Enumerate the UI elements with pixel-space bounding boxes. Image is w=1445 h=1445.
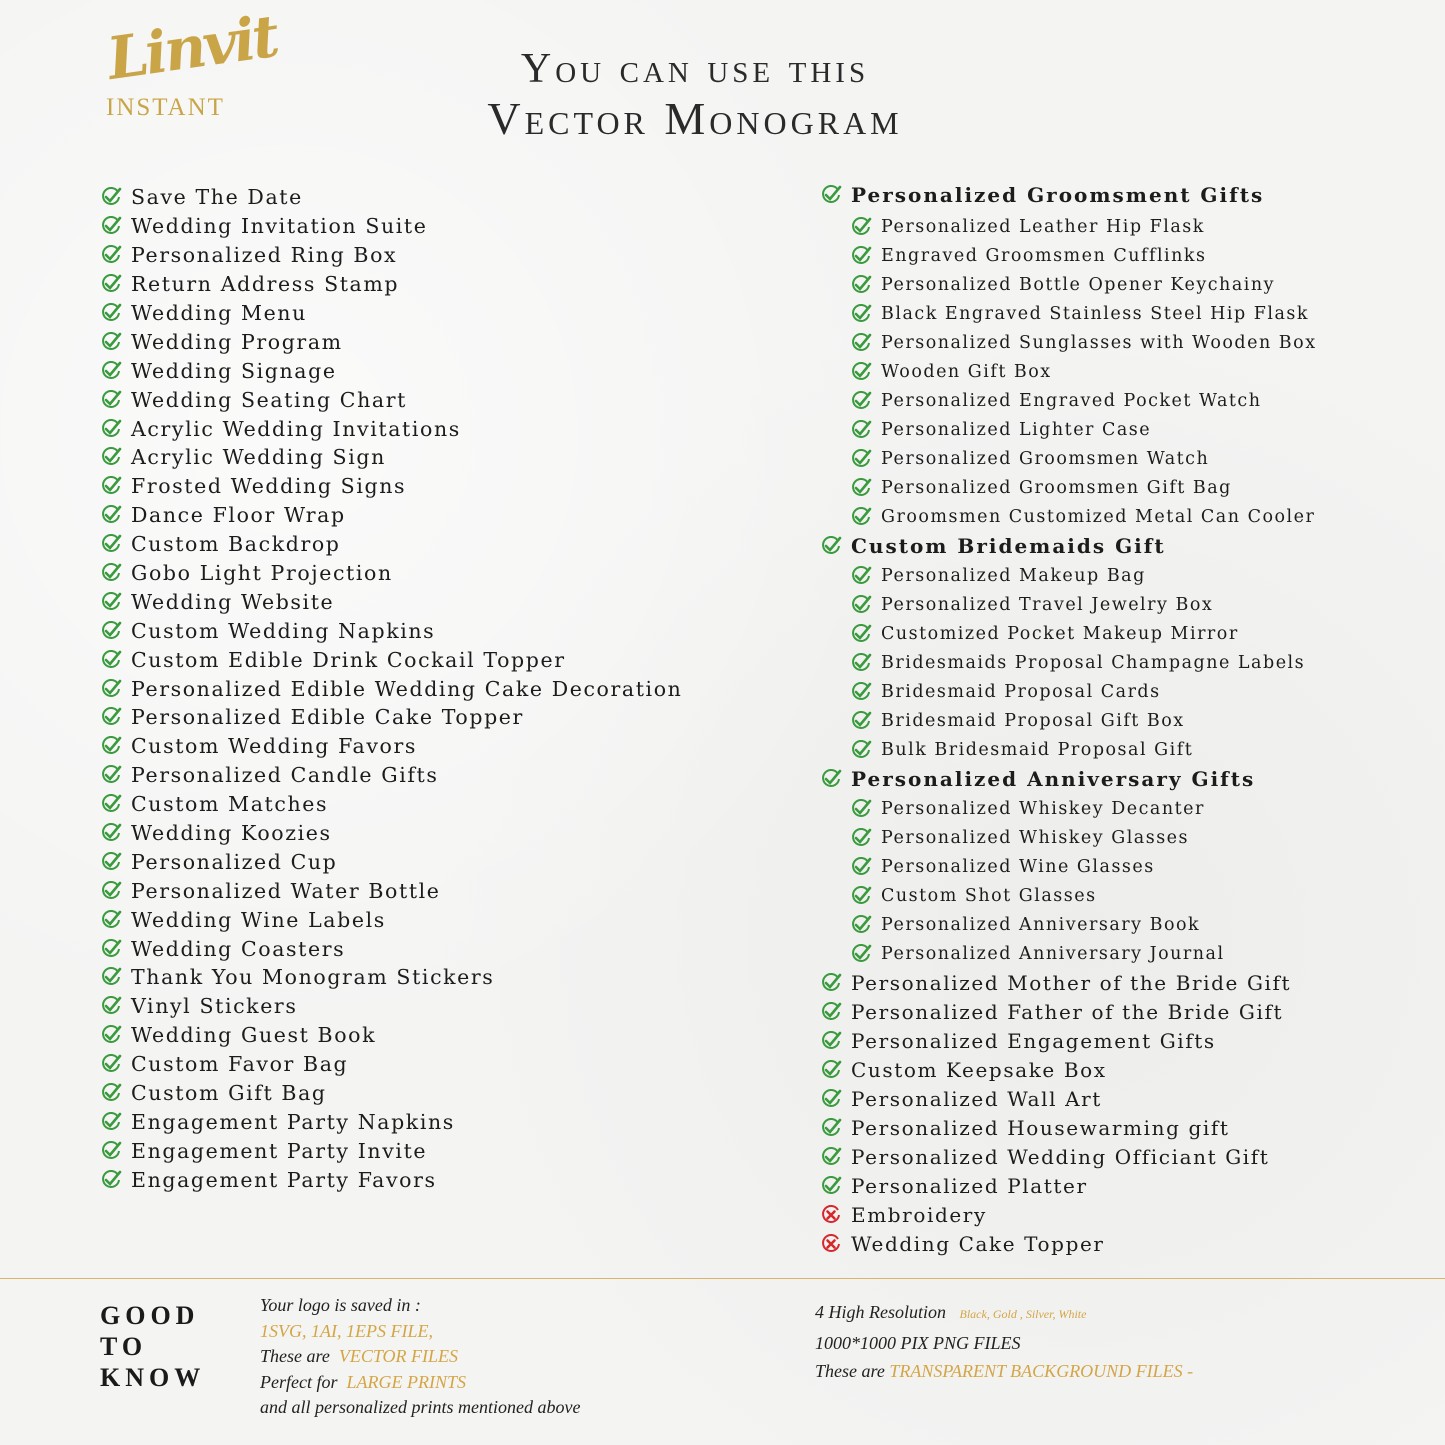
list-item-label: Bulk Bridesmaid Proposal Gift [881,739,1194,760]
list-item [100,1165,682,1194]
foot-b-line-1 [815,1298,1375,1329]
list-item-label: Acrylic Wedding Sign [131,445,386,470]
check-icon [100,822,122,844]
list-item-label: Thank You Monogram Stickers [131,965,495,990]
check-icon [820,1088,842,1110]
list-item-label: Personalized Ring Box [131,243,398,268]
check-icon [850,303,872,325]
list-item-label: Acrylic Wedding Invitations [131,416,461,441]
list-item [100,1108,682,1137]
list-item-label: Personalized Candle Gifts [131,763,439,788]
list-item [100,992,682,1021]
check-icon [820,768,842,790]
page-title [400,44,990,144]
good-to-know-heading [100,1300,205,1393]
list-item [100,327,682,356]
check-icon [850,914,872,936]
check-icon [820,535,842,557]
check-icon [100,735,122,757]
list-item-label: Personalized Housewarming gift [851,1115,1230,1140]
list-item [100,876,682,905]
list-item-label: Embroidery [851,1202,987,1227]
check-icon [100,649,122,671]
check-icon [100,475,122,497]
list-item [100,587,682,616]
check-icon [100,418,122,440]
list-item [820,270,1317,299]
list-item [820,561,1317,590]
list-item-label: Personalized Travel Jewelry Box [881,594,1214,615]
check-icon [850,390,872,412]
list-item-label: Engraved Groomsmen Cufflinks [881,245,1207,266]
list-item-label: Custom Gift Bag [131,1081,327,1106]
check-icon [100,302,122,324]
list-item-label: Wedding Seating Chart [131,387,407,412]
list-item [820,735,1317,764]
list-item [100,847,682,876]
list-item [820,1084,1317,1113]
list-item-label: Personalized Groomsment Gifts [851,183,1265,207]
check-icon [100,215,122,237]
list-item-label: Custom Shot Glasses [881,885,1097,906]
check-icon [820,184,842,206]
list-item-label: Personalized Mother of the Bride Gift [851,970,1292,995]
foot-a-line-4-pre: Perfect for [260,1371,338,1392]
footer-divider [0,1278,1445,1279]
foot-b-line-3-pre: These are [815,1361,885,1381]
list-item [820,1229,1317,1258]
list-item-label: Personalized Platter [851,1173,1088,1198]
check-icon [100,909,122,931]
list-item-label: Vinyl Stickers [131,994,298,1019]
list-item-label: Custom Backdrop [131,532,341,557]
check-icon [100,591,122,613]
list-item-label: Personalized Groomsmen Gift Bag [881,477,1232,498]
check-icon [850,506,872,528]
check-icon [100,389,122,411]
list-item-label: Personalized Engraved Pocket Watch [881,390,1262,411]
list-item-label: Custom Wedding Napkins [131,618,436,643]
list-item [100,790,682,819]
list-item-label: Custom Bridemaids Gift [851,534,1166,558]
check-icon [100,533,122,555]
list-item [820,1171,1317,1200]
list-item-label: Personalized Wine Glasses [881,856,1155,877]
check-icon [820,1146,842,1168]
check-icon [850,856,872,878]
foot-a-line-4 [260,1370,680,1396]
check-icon [100,764,122,786]
list-item [100,1079,682,1108]
list-item-label: Personalized Wedding Officiant Gift [851,1144,1270,1169]
list-item-label: Custom Wedding Favors [131,734,418,759]
list-item-label: Personalized Wall Art [851,1086,1102,1111]
foot-b-line-2: 1000*1000 PIX PNG FILES [815,1332,1021,1353]
title-line-1: You can use this [520,46,870,92]
list-item [820,1113,1317,1142]
check-icon [100,851,122,873]
list-item [100,472,682,501]
check-icon [850,361,872,383]
list-item [820,212,1317,241]
list-item-label: Personalized Edible Wedding Cake Decoration [131,676,683,701]
gtk-word-1: GOOD [100,1301,200,1330]
list-item [820,590,1317,619]
list-item [100,616,682,645]
foot-a-large-prints: LARGE PRINTS [346,1371,466,1392]
list-item [100,356,682,385]
check-icon [100,446,122,468]
list-item [820,648,1317,677]
check-icon [100,995,122,1017]
foot-a-line-3-pre: These are [260,1346,330,1366]
list-item [820,794,1317,823]
list-item-label: Dance Floor Wrap [131,503,346,528]
list-item-label: Custom Favor Bag [131,1052,349,1077]
list-item-label: Groomsmen Customized Metal Can Cooler [881,506,1316,527]
list-item [100,385,682,414]
list-item [820,473,1317,502]
list-item-label: Bridesmaid Proposal Gift Box [881,710,1185,731]
gtk-word-3: KNOW [100,1363,206,1392]
section-heading [820,531,1317,561]
list-item-label: Wedding Coasters [131,936,346,961]
check-icon [850,885,872,907]
check-icon [100,678,122,700]
check-icon [850,332,872,354]
list-item [100,905,682,934]
section-heading [820,178,1317,212]
check-icon [820,1117,842,1139]
left-item-list [100,183,682,1194]
check-icon [850,623,872,645]
foot-b-colors: Black, Gold , Silver, White [959,1307,1087,1321]
check-icon [100,331,122,353]
list-item-label: Personalized Sunglasses with Wooden Box [881,332,1317,353]
list-item-label: Engagement Party Favors [131,1167,437,1192]
list-item-label: Wedding Signage [131,358,337,383]
check-icon [850,652,872,674]
check-icon [100,562,122,584]
check-icon [100,273,122,295]
check-icon [100,1111,122,1133]
check-icon [100,1082,122,1104]
list-item [100,501,682,530]
list-item [100,703,682,732]
logo-subtitle: INSTANT [106,94,225,121]
list-item [100,819,682,848]
list-item [100,1050,682,1079]
check-icon [850,565,872,587]
list-item [820,619,1317,648]
check-icon [850,419,872,441]
check-icon [100,360,122,382]
list-item-label: Wedding Cake Topper [851,1231,1105,1256]
list-item [820,1055,1317,1084]
list-item-label: Wedding Guest Book [131,1023,377,1048]
list-item [100,1136,682,1165]
list-item [820,415,1317,444]
check-icon [850,448,872,470]
check-icon [100,504,122,526]
list-item-label: Personalized Cup [131,849,338,874]
list-item [100,212,682,241]
list-item-label: Personalized Makeup Bag [881,565,1146,586]
check-icon [850,274,872,296]
gtk-word-2: TO [100,1332,148,1361]
list-item [100,761,682,790]
list-item [100,934,682,963]
list-item [100,183,682,212]
list-item [100,270,682,299]
check-icon [820,1059,842,1081]
check-icon [820,972,842,994]
list-item-label: Personalized Groomsmen Watch [881,448,1210,469]
list-item [100,530,682,559]
list-item-label: Personalized Whiskey Decanter [881,798,1205,819]
check-icon [850,943,872,965]
list-item [100,241,682,270]
list-item [820,1200,1317,1229]
foot-b-line-1-pre: 4 High Resolution [815,1302,946,1322]
footer-file-info [260,1293,680,1421]
list-item [820,1026,1317,1055]
list-item [820,939,1317,968]
list-item-label: Personalized Bottle Opener Keychainy [881,274,1276,295]
check-icon [100,1053,122,1075]
list-item-label: Personalized Edible Cake Topper [131,705,524,730]
list-item-label: Gobo Light Projection [131,561,393,586]
list-item-label: Customized Pocket Makeup Mirror [881,623,1239,644]
list-item-label: Wedding Website [131,589,335,614]
list-item [820,997,1317,1026]
check-icon [820,1175,842,1197]
list-item [100,414,682,443]
footer-png-info [815,1298,1375,1386]
list-item [820,881,1317,910]
cross-icon [820,1233,842,1255]
logo-script-text: Linvit [103,2,281,93]
list-item-label: Wooden Gift Box [881,361,1052,382]
list-item-label: Personalized Anniversary Journal [881,943,1225,964]
brand-logo [103,2,281,122]
list-item-label: Wedding Koozies [131,821,332,846]
check-icon [850,594,872,616]
list-item [100,299,682,328]
title-line-2: Vector Monogram [487,93,903,144]
list-item [100,1021,682,1050]
list-item [100,674,682,703]
check-icon [850,245,872,267]
list-item [820,706,1317,735]
list-item-label: Personalized Anniversary Book [881,914,1201,935]
check-icon [850,798,872,820]
list-item-label: Wedding Invitation Suite [131,214,428,239]
list-item-label: Engagement Party Invite [131,1138,428,1163]
check-icon [100,706,122,728]
list-item [820,299,1317,328]
list-item [820,357,1317,386]
check-icon [100,880,122,902]
list-item [820,502,1317,531]
foot-a-line-3 [260,1344,680,1370]
check-icon [820,1030,842,1052]
list-item-label: Personalized Whiskey Glasses [881,827,1190,848]
list-item [820,823,1317,852]
check-icon [100,186,122,208]
list-item [100,732,682,761]
check-icon [100,620,122,642]
check-icon [100,244,122,266]
list-item-label: Personalized Water Bottle [131,878,441,903]
list-item-label: Custom Edible Drink Cockail Topper [131,647,566,672]
foot-b-transparent: TRANSPARENT BACKGROUND FILES - [889,1361,1194,1381]
check-icon [850,477,872,499]
list-item-label: Wedding Wine Labels [131,907,386,932]
list-item [100,443,682,472]
list-item-label: Engagement Party Napkins [131,1109,455,1134]
foot-a-line-1: Your logo is saved in : [260,1295,421,1315]
check-icon [850,216,872,238]
check-icon [850,710,872,732]
cross-icon [820,1204,842,1226]
check-icon [100,1024,122,1046]
list-item [820,852,1317,881]
list-item [820,910,1317,939]
list-item-label: Custom Keepsake Box [851,1057,1107,1082]
check-icon [100,1169,122,1191]
list-item-label: Frosted Wedding Signs [131,474,407,499]
check-icon [850,827,872,849]
list-item [820,968,1317,997]
foot-a-line-5: and all personalized prints mentioned above [260,1397,581,1417]
section-heading [820,764,1317,794]
check-icon [850,681,872,703]
check-icon [100,793,122,815]
list-item-label: Personalized Lighter Case [881,419,1152,440]
foot-a-formats: 1SVG, 1AI, 1EPS FILE, [260,1320,433,1341]
list-item [820,1142,1317,1171]
list-item [820,241,1317,270]
list-item-label: Bridesmaids Proposal Champagne Labels [881,652,1306,673]
list-item-label: Personalized Engagement Gifts [851,1028,1216,1053]
list-item-label: Return Address Stamp [131,272,400,297]
check-icon [100,966,122,988]
list-item-label: Personalized Leather Hip Flask [881,216,1205,237]
list-item-label: Save The Date [131,185,303,210]
list-item [100,645,682,674]
list-item [100,559,682,588]
right-item-list [820,178,1317,1258]
check-icon [850,739,872,761]
list-item-label: Custom Matches [131,792,329,817]
foot-b-line-3 [815,1357,1375,1386]
check-icon [820,1001,842,1023]
list-item-label: Wedding Menu [131,301,307,325]
list-item-label: Personalized Anniversary Gifts [851,767,1256,791]
list-item [820,444,1317,473]
list-item [820,677,1317,706]
list-item [820,328,1317,357]
list-item-label: Bridesmaid Proposal Cards [881,681,1161,702]
list-item-label: Black Engraved Stainless Steel Hip Flask [881,303,1309,324]
list-item [100,963,682,992]
check-icon [100,938,122,960]
list-item-label: Personalized Father of the Bride Gift [851,999,1284,1024]
foot-a-vector-files: VECTOR FILES [338,1346,458,1366]
list-item-label: Wedding Program [131,329,343,354]
check-icon [100,1140,122,1162]
list-item [820,386,1317,415]
